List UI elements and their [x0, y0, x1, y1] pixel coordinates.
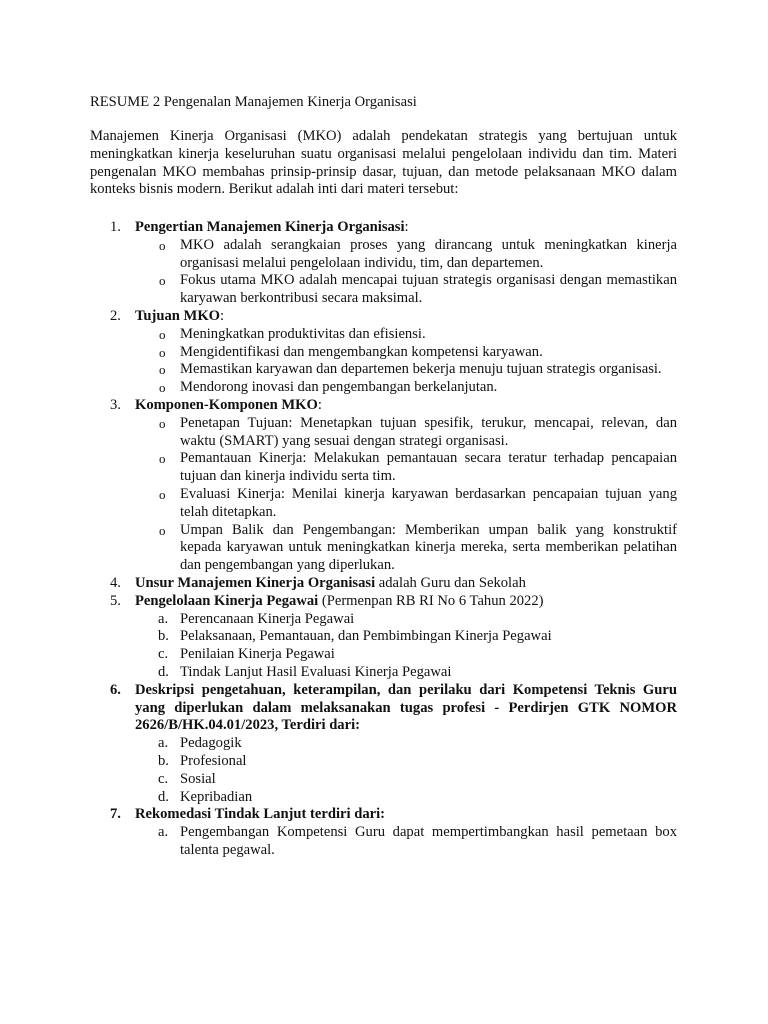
list-item — [90, 575, 677, 593]
lettered-text: Pengembangan Kompetensi Guru dapat mempertimbangkan hasil pemetaan box talenta pegawal. — [180, 824, 677, 858]
list-item — [90, 308, 677, 397]
item-heading-bold: Pengelolaan Kinerja Pegawai — [135, 592, 319, 609]
item-heading-rest: : — [404, 219, 409, 235]
bullet-text: Umpan Balik dan Pengembangan: Memberikan umpan balik yang konstruktif kepada karyawan untuk meningkatkan kinerja mereka, serta memberikan pelatihan dan pengembangan yang diperlukan. — [180, 521, 677, 574]
bullet-marker: o — [159, 486, 166, 502]
item-letter: c. — [158, 646, 169, 663]
lettered-text: Pelaksanaan, Pemantauan, dan Pembimbingan Kinerja Pegawai — [180, 628, 552, 645]
bullet-text: Evaluasi Kinerja: Menilai kinerja karyawan berdasarkan pencapaian tujuan yang telah ditetapkan. — [180, 485, 677, 520]
item-heading-bold: Tujuan MKO — [135, 307, 221, 324]
item-number: 4. — [110, 574, 121, 591]
item-heading-rest: adalah Guru dan Sekolah — [375, 574, 526, 591]
bullet-text: MKO adalah serangkaian proses yang dirancang untuk meningkatkan kinerja organisasi melalui pengelolaan individu, tim, dan departemen. — [180, 236, 677, 271]
item-number: 3. — [110, 396, 121, 413]
bullet-item — [135, 272, 677, 308]
item-heading-bold: Unsur Manajemen Kinerja Organisasi — [135, 574, 376, 591]
lettered-item — [135, 611, 677, 629]
item-heading-rest: : — [220, 307, 225, 324]
bullet-marker: o — [159, 237, 166, 253]
list-item — [90, 219, 677, 308]
list-item — [90, 397, 677, 575]
item-letter: d. — [158, 788, 169, 805]
bullet-sublist — [135, 415, 677, 575]
item-letter: c. — [158, 770, 169, 787]
bullet-text: Mengidentifikasi dan mengembangkan kompetensi karyawan. — [180, 343, 543, 360]
item-letter: a. — [158, 610, 169, 627]
lettered-item — [135, 789, 677, 807]
bullet-sublist — [135, 237, 677, 308]
bullet-sublist — [135, 326, 677, 397]
bullet-text: Memastikan karyawan dan departemen bekerja menuju tujuan strategis organisasi. — [180, 361, 662, 378]
item-number: 7. — [110, 806, 121, 823]
item-letter: a. — [158, 824, 169, 841]
item-heading-rest: (Permenpan RB RI No 6 Tahun 2022) — [318, 592, 544, 609]
bullet-marker: o — [159, 273, 166, 289]
bullet-item — [135, 522, 677, 575]
bullet-item — [135, 415, 677, 451]
lettered-text: Sosial — [180, 770, 216, 787]
item-heading — [135, 593, 677, 611]
lettered-item — [135, 628, 677, 646]
item-heading — [135, 308, 677, 326]
item-heading-bold: Komponen-Komponen MKO — [135, 396, 318, 413]
item-number: 5. — [110, 592, 121, 609]
item-letter: b. — [158, 752, 169, 769]
item-letter: a. — [158, 735, 169, 752]
lettered-item — [135, 735, 677, 753]
bullet-item — [135, 237, 677, 273]
lettered-text: Tindak Lanjut Hasil Evaluasi Kinerja Pegawai — [180, 663, 452, 680]
bullet-text: Pemantauan Kinerja: Melakukan pemantauan secara teratur terhadap pencapaian tujuan dan kinerja individu serta tim. — [180, 450, 677, 485]
item-heading — [135, 219, 677, 237]
bullet-marker: o — [159, 451, 166, 467]
bullet-item — [135, 326, 677, 344]
lettered-item — [135, 646, 677, 664]
lettered-text: Profesional — [180, 752, 247, 769]
numbered-list — [90, 219, 677, 860]
lettered-item — [135, 664, 677, 682]
bullet-item — [135, 379, 677, 397]
item-number: 2. — [110, 307, 121, 324]
lettered-text: Pedagogik — [180, 735, 242, 752]
item-heading — [135, 575, 677, 593]
bullet-item — [135, 361, 677, 379]
lettered-text: Penilaian Kinerja Pegawai — [180, 646, 335, 663]
lettered-item — [135, 753, 677, 771]
bullet-marker: o — [159, 522, 166, 538]
item-heading — [135, 397, 677, 415]
lettered-item — [135, 771, 677, 789]
bullet-item — [135, 344, 677, 362]
lettered-sublist — [135, 824, 677, 860]
item-heading-bold: Pengertian Manajemen Kinerja Organisasi — [135, 219, 405, 235]
intro-paragraph: Manajemen Kinerja Organisasi (MKO) adalah pendekatan strategis yang bertujuan untuk meningkatkan kinerja keseluruhan suatu organisasi melalui pengelolaan individu dan tim. Materi pengenalan MKO membahas prinsip-prinsip dasar, tujuan, dan metode pelaksanaan MKO dalam konteks bisnis modern. Berikut adalah inti dari materi tersebut: — [90, 128, 677, 198]
bullet-marker: o — [159, 326, 166, 342]
lettered-text: Kepribadian — [180, 788, 253, 805]
lettered-sublist — [135, 735, 677, 806]
lettered-sublist — [135, 611, 677, 682]
list-item — [90, 806, 677, 859]
bullet-text: Mendorong inovasi dan pengembangan berkelanjutan. — [180, 379, 498, 396]
item-heading: Rekomedasi Tindak Lanjut terdiri dari: — [135, 806, 386, 823]
item-number: 1. — [110, 219, 121, 235]
bullet-item — [135, 450, 677, 486]
item-heading: Deskripsi pengetahuan, keterampilan, dan perilaku dari Kompetensi Teknis Guru yang diperlukan dalam melaksanakan tugas profesi - Perdirjen GTK NOMOR 2626/B/HK.04.01/2023, Terdiri dari: — [135, 681, 677, 734]
item-number: 6. — [110, 681, 121, 698]
lettered-item — [135, 824, 677, 860]
document-title: RESUME 2 Pengenalan Manajemen Kinerja Organisasi — [90, 94, 417, 110]
item-letter: b. — [158, 628, 169, 645]
bullet-text: Penetapan Tujuan: Menetapkan tujuan spesifik, terukur, mencapai, relevan, dan waktu (SMART) yang sesuai dengan strategi organisasi. — [180, 414, 677, 449]
item-letter: d. — [158, 663, 169, 680]
bullet-marker: o — [159, 344, 166, 360]
item-heading-rest: : — [317, 396, 322, 413]
bullet-marker: o — [159, 380, 166, 396]
bullet-text: Meningkatkan produktivitas dan efisiensi. — [180, 325, 426, 342]
bullet-marker: o — [159, 415, 166, 431]
bullet-item — [135, 486, 677, 522]
lettered-text: Perencanaan Kinerja Pegawai — [180, 610, 355, 627]
list-item — [90, 682, 677, 807]
bullet-marker: o — [159, 362, 166, 378]
bullet-text: Fokus utama MKO adalah mencapai tujuan strategis organisasi dengan memastikan karyawan berkontribusi secara maksimal. — [180, 272, 677, 307]
list-item — [90, 593, 677, 682]
